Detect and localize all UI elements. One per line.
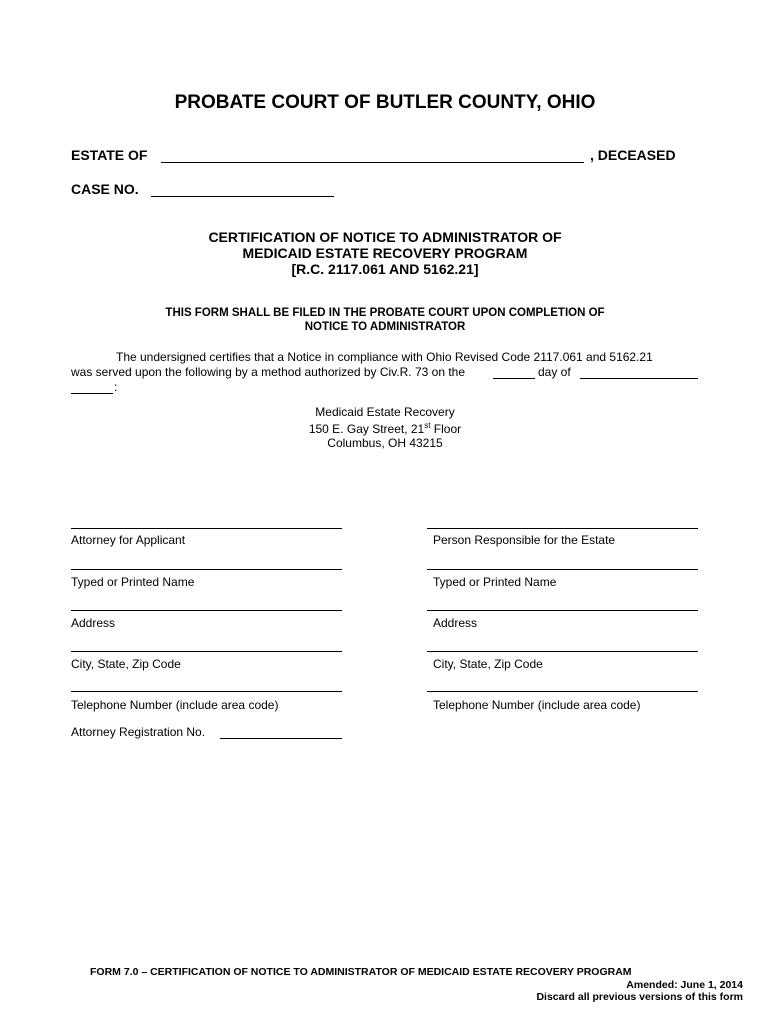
day-of-label: day of — [538, 365, 571, 379]
deceased-label: , DECEASED — [590, 147, 676, 163]
attorney-city-line[interactable] — [71, 651, 342, 652]
case-label: CASE NO. — [71, 181, 139, 197]
attorney-registration-label: Attorney Registration No. — [71, 725, 206, 739]
page-title: PROBATE COURT OF BUTLER COUNTY, OHIO — [174, 92, 596, 113]
attorney-address-line[interactable] — [71, 610, 342, 611]
person-city-label: City, State, Zip Code — [433, 657, 543, 671]
attorney-name-label: Typed or Printed Name — [71, 575, 195, 589]
footer-form-title: FORM 7.0 – CERTIFICATION OF NOTICE TO ADMINISTRATOR OF MEDICAID ESTATE RECOVERY PROGRAM — [90, 966, 632, 978]
person-phone-line[interactable] — [427, 691, 698, 692]
filing-notice-line-1: THIS FORM SHALL BE FILED IN THE PROBATE COURT UPON COMPLETION OF — [165, 307, 605, 319]
filing-notice-line-2: NOTICE TO ADMINISTRATOR — [304, 321, 466, 333]
person-responsible-label: Person Responsible for the Estate — [433, 533, 616, 547]
person-address-line[interactable] — [427, 610, 698, 611]
person-signature-line[interactable] — [427, 528, 698, 529]
recipient-street — [0, 419, 770, 436]
person-name-label: Typed or Printed Name — [433, 575, 557, 589]
person-address-label: Address — [433, 616, 478, 630]
attorney-phone-label: Telephone Number (include area code) — [71, 698, 279, 712]
certification-line-1: CERTIFICATION OF NOTICE TO ADMINISTRATOR OF — [208, 229, 562, 245]
served-day-field[interactable] — [493, 365, 535, 379]
certification-heading — [0, 229, 770, 277]
filing-notice — [0, 306, 770, 334]
street-ordinal: st — [424, 421, 431, 430]
attorney-label: Attorney for Applicant — [71, 533, 186, 547]
body-colon: : — [114, 380, 118, 394]
attorney-phone-line[interactable] — [71, 691, 342, 692]
attorney-signature-line[interactable] — [71, 528, 342, 529]
attorney-registration-field[interactable] — [220, 724, 342, 739]
person-name-line[interactable] — [427, 569, 698, 570]
footer-discard: Discard all previous versions of this form — [536, 991, 743, 1003]
served-year-field[interactable] — [71, 380, 113, 394]
attorney-address-label: Address — [71, 616, 116, 630]
recipient-name: Medicaid Estate Recovery — [315, 405, 455, 419]
street-floor: Floor — [430, 422, 462, 436]
certification-line-3: [R.C. 2117.061 AND 5162.21] — [291, 261, 479, 277]
street-text: 150 E. Gay Street, 21 — [308, 422, 425, 436]
served-month-field[interactable] — [580, 365, 698, 379]
certification-line-2: MEDICAID ESTATE RECOVERY PROGRAM — [242, 245, 528, 261]
estate-name-field[interactable] — [161, 146, 584, 163]
body-line-1: The undersigned certifies that a Notice in compliance with Ohio Revised Code 2117.061 and 5162.21 — [116, 350, 653, 364]
attorney-name-line[interactable] — [71, 569, 342, 570]
attorney-city-label: City, State, Zip Code — [71, 657, 181, 671]
footer-amended: Amended: June 1, 2014 — [626, 979, 743, 991]
recipient-address — [0, 405, 770, 450]
person-phone-label: Telephone Number (include area code) — [433, 698, 641, 712]
recipient-city: Columbus, OH 43215 — [327, 436, 443, 450]
estate-label: ESTATE OF — [71, 147, 148, 163]
body-line-2: was served upon the following by a method authorized by Civ.R. 73 on the — [71, 365, 466, 379]
case-number-field[interactable] — [151, 180, 334, 197]
person-city-line[interactable] — [427, 651, 698, 652]
